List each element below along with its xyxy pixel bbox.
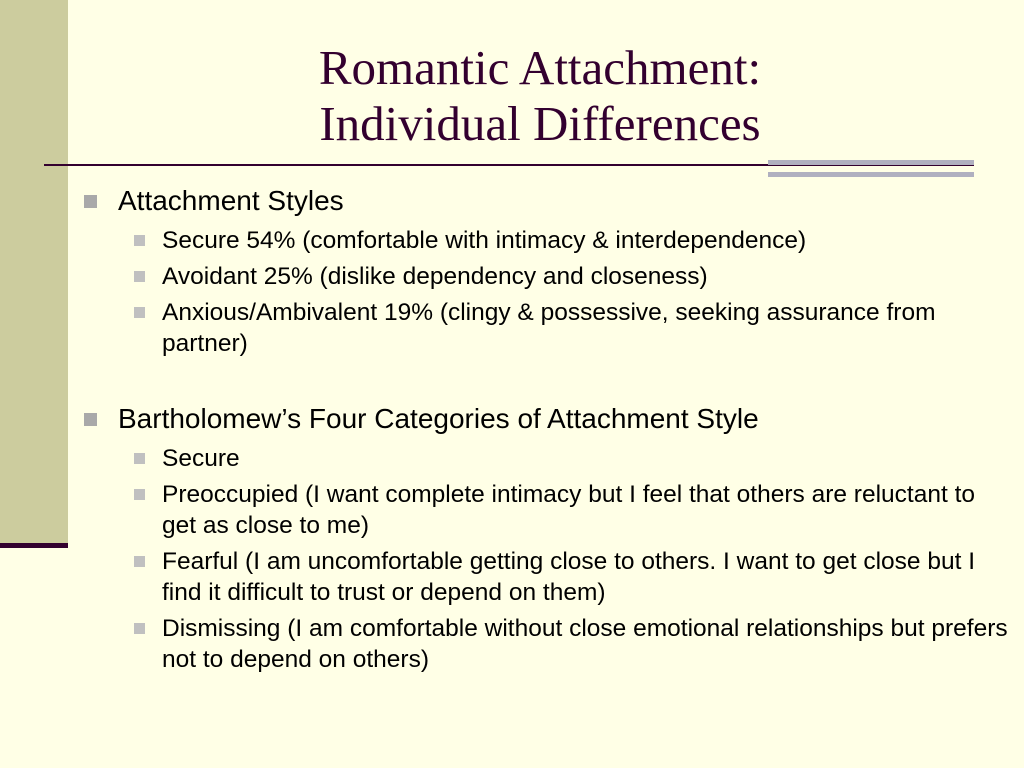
accent-bar-top <box>768 160 974 165</box>
list-item <box>118 613 1009 675</box>
square-bullet-icon <box>84 195 97 208</box>
list-item <box>118 546 1009 608</box>
square-bullet-icon <box>134 235 145 246</box>
sidebar-band <box>0 0 68 548</box>
list-item <box>118 225 1009 256</box>
square-bullet-icon <box>134 489 145 500</box>
section-spacer <box>84 364 1009 402</box>
square-bullet-icon <box>134 623 145 634</box>
list-item <box>118 479 1009 541</box>
bullet-list <box>84 184 1009 675</box>
section-heading: Attachment Styles <box>118 185 344 216</box>
list-item-text: Preoccupied (I want complete intimacy but I feel that others are reluctant to get as close to me) <box>162 481 975 539</box>
section-heading: Bartholomew’s Four Categories of Attachment Style <box>118 403 759 434</box>
sidebar-divider <box>0 543 68 548</box>
slide-title-line-1: Romantic Attachment: <box>318 40 762 95</box>
slide-title <box>160 40 920 152</box>
section-bartholomew-categories <box>84 402 1009 675</box>
square-bullet-icon <box>134 271 145 282</box>
square-bullet-icon <box>134 307 145 318</box>
slide-title-line-2: Individual Differences <box>319 96 761 151</box>
list-item <box>118 297 1009 359</box>
square-bullet-icon <box>134 453 145 464</box>
sub-bullet-list <box>118 443 1009 675</box>
list-item-text: Avoidant 25% (dislike dependency and closeness) <box>162 263 708 290</box>
square-bullet-icon <box>84 413 97 426</box>
list-item <box>118 443 1009 474</box>
list-item <box>118 261 1009 292</box>
accent-bar-bottom <box>768 172 974 177</box>
list-item-text: Secure <box>162 445 240 472</box>
list-item-text: Secure 54% (comfortable with intimacy & interdependence) <box>162 227 807 254</box>
section-attachment-styles <box>84 184 1009 359</box>
list-item-text: Fearful (I am uncomfortable getting close to others. I want to get close but I find it difficult to trust or depend on them) <box>162 548 975 606</box>
list-item-text: Anxious/Ambivalent 19% (clingy & possessive, seeking assurance from partner) <box>162 299 936 357</box>
square-bullet-icon <box>134 556 145 567</box>
slide-body <box>84 184 1009 680</box>
list-item-text: Dismissing (I am comfortable without close emotional relationships but prefers not to depend on others) <box>162 615 1008 673</box>
sub-bullet-list <box>118 225 1009 359</box>
